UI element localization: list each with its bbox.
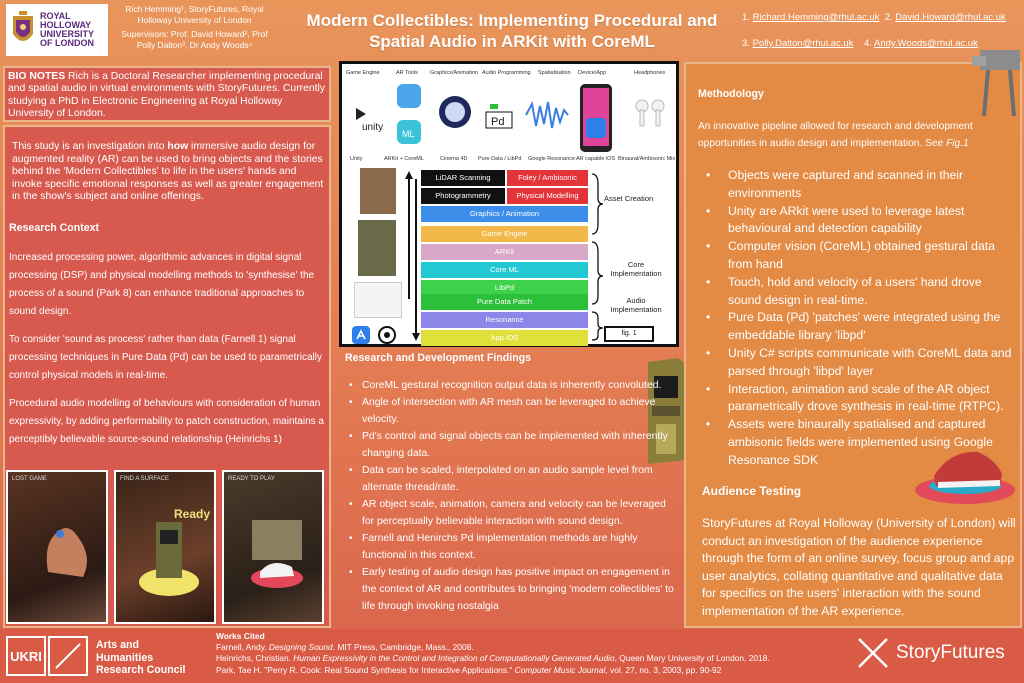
list-item: • Angle of intersection with AR mesh can be leveraged to achieve velocity. [349, 394, 679, 428]
group-brackets [590, 172, 604, 342]
methodology-intro: An innovative pipeline allowed for research and development opportunities in audio design and implementation. See Fig.1 [698, 121, 973, 149]
group-label: Audio Implementation [610, 296, 662, 314]
cinema4d-icon [438, 90, 472, 134]
citation: Park, Tae H. "Perry R. Cook: Real Sound Synthesis for Interactive Applications." Computer Music Journal, vol. 27, no. 3, 2003, pp. 90-92 [216, 664, 722, 675]
ar-screenshot-3: READY TO PLAY [222, 470, 324, 624]
list-item: • Assets were binaurally spatialised and captured ambisonic fields were implemented using Google Resonance SDK [706, 416, 1016, 469]
sneaker-icon [910, 430, 1020, 510]
list-item: • CoreML gestural recognition output data is inherently convoluted. [349, 377, 679, 394]
ukri-logo: UKRI [6, 636, 46, 676]
findings-heading: Research and Development Findings [345, 352, 532, 364]
poster-title: Modern Collectibles: Implementing Procedural and Spatial Audio in ARKit with CoreML [306, 11, 718, 51]
ar-screenshot-1: LOST GAME [6, 470, 108, 624]
pipeline-diagram: Game Engine AR Tools Graphics/Animation Audio Programming Spatialisation Device/App Headphones unity ML Pd Unity ARKit + CoreML Cinema 4D Pure Data / LibPd Google Resonance AR capable iOS Binaural/Ambisonic Mix LiDAR Scanning Foley / Ambisonic Photogrammetry Physical Modelling Graphics / Animation Game Engine ARKit Core ML LibPd Pure Data Patch Resonance App iOS Asset Creation Core Implementation Audio Implementation fig. 1 [339, 61, 679, 347]
email-link-3[interactable]: Polly.Dalton@rhul.ac.uk [752, 38, 854, 49]
arcade-thumbnail [358, 220, 396, 276]
app-store-icon [352, 326, 374, 344]
list-item: • Unity C# scripts communicate with CoreML data and parsed through 'libpd' layer [706, 345, 1016, 381]
layer-bar: Core ML [421, 262, 588, 278]
group-label: Asset Creation [604, 194, 654, 203]
list-item: • Touch, hold and velocity of a users' hand drove sound design in real-time. [706, 274, 1016, 310]
findings-list [349, 377, 679, 615]
list-item: • Pure Data (Pd) 'patches' were integrated using the embeddable library 'libpd' [706, 309, 1016, 345]
tool-label: Spatialisation [538, 70, 571, 76]
list-item: • Objects were captured and scanned in their environments [706, 167, 1016, 203]
arkit-coreml-icon [396, 82, 422, 150]
layer-bar: Pure Data Patch [421, 294, 588, 310]
tool-label: Headphones [634, 70, 666, 76]
layer-bar: Game Engine [421, 226, 588, 242]
supervisors-line: Supervisors: Prof. David Howard², Prof Polly Dalton³, Dr Andy Woods⁴ [121, 29, 268, 50]
storyfutures-logo: StoryFutures [896, 642, 1005, 663]
group-label: Core Implementation [610, 260, 662, 278]
layer-bar: App iOS [421, 330, 588, 346]
layer-bar: LibPd [421, 280, 588, 296]
bio-notes [3, 66, 331, 122]
list-item: • AR object scale, animation, camera and velocity can be leveraged for perceptually believable interaction with sound design. [349, 496, 679, 530]
works-heading: Works Cited [216, 631, 265, 641]
methodology-heading: Methodology [698, 88, 764, 100]
scan-thumbnail [360, 168, 396, 214]
sneaker-icon [242, 512, 312, 602]
methodology-list [706, 167, 1016, 470]
patch-thumbnail [354, 282, 402, 318]
iphone-icon [578, 82, 614, 154]
research-paragraph: Procedural audio modelling of behaviours with consideration of human expressivity, by adding performability to patch construction, maintains a perceptibly believable source-sound relationship (Heinrichs 1) [9, 397, 324, 445]
list-item: • Unity are ARkit were used to leverage latest behavioural and detection capability [706, 203, 1016, 239]
email-list: 1. Richard.Hemming@rhul.ac.uk 2. David.Howard@rhul.ac.uk 3. Polly.Dalton@rhul.ac.uk 4. Andy.Woods@rhul.ac.uk [742, 12, 1006, 49]
email-link-4[interactable]: Andy.Woods@rhul.ac.uk [874, 38, 978, 49]
ukri-mark-icon [48, 636, 88, 676]
research-paragraph: Increased processing power, algorithmic advances in digital signal processing (DSP) and physical modelling methods to 'synthesise' the process of a sound (Park 8) can enhance traditional approaches to sound design. [9, 251, 315, 317]
tool-label: Game Engine [346, 70, 380, 76]
works-cited [216, 631, 836, 676]
layer-bar: Resonance [421, 312, 588, 328]
waveform-icon [524, 100, 570, 130]
list-item: • Early testing of audio design has positive impact on engagement in the context of AR and contributes to bringing 'modern collectibles' to life through invoking nostalgia [349, 564, 679, 615]
ar-screenshot-2: FIND A SURFACE Ready [114, 470, 216, 624]
university-name: ROYAL HOLLOWAY UNIVERSITY OF LONDON [40, 11, 95, 48]
authors [112, 4, 277, 51]
author-line: Rich Hemming¹, StoryFutures, Royal Holloway University of London [125, 4, 264, 25]
arcade-cabinet-icon [134, 502, 211, 602]
royal-holloway-logo [6, 4, 108, 56]
layer-bar: ARKit [421, 244, 588, 260]
storyfutures-x-icon [856, 636, 890, 670]
email-link-2[interactable]: David.Howard@rhul.ac.uk [895, 12, 1006, 23]
tool-label: Audio Programming [482, 70, 531, 76]
pure-data-icon [484, 102, 514, 136]
layer-bar: Physical Modelling [507, 188, 588, 204]
list-item: • Farnell and Henirchs Pd implementation methods are highly functional in this context. [349, 530, 679, 564]
airpods-icon [630, 94, 670, 134]
layer-bar: Photogrammetry [421, 188, 505, 204]
tool-label: AR Tools [396, 70, 418, 76]
layer-bar: Graphics / Animation [421, 206, 588, 222]
research-context-heading: Research Context [9, 221, 100, 234]
funder-name: Arts and Humanities Research Council [96, 639, 186, 677]
intro-paragraph: This study is an investigation into how immersive audio design for augmented reality (AR) can be used to bring objects and the stories behind the 'Modern Collectibles' to life in the users' hands and invoke specific emotional responses as well as greater engagement in the show's subject and online offerings. [12, 141, 324, 203]
flow-arrows [404, 169, 422, 349]
right-panel [684, 62, 1022, 628]
robot-walker-icon [970, 44, 1024, 120]
citation: Farnell, Andy. Designing Sound. MIT Press, Cambridge, Mass., 2008. [216, 642, 474, 653]
tool-label: Graphics/Animation [430, 70, 478, 76]
list-item: • Data can be scaled, interpolated on an audio sample level from alternate thread/rate. [349, 462, 679, 496]
bio-text: Rich is a Doctoral Researcher implementing procedural and spatial audio in virtual environments with StoryFutures. Currently studying a PhD in Electronic Engineering at Royal Holloway University of London. [8, 71, 326, 120]
unity-icon [348, 104, 384, 134]
svg-text:Ready: Ready [174, 507, 211, 521]
audience-testing-heading: Audience Testing [702, 484, 802, 498]
crest-icon [10, 10, 36, 50]
list-item: • Interaction, animation and scale of the AR object parametrically drove synthesis in real-time (RTPC). [706, 381, 1016, 417]
hand-icon [38, 512, 98, 582]
layer-bar: Foley / Ambisonic [507, 170, 588, 186]
figure-label: fig. 1 [604, 326, 654, 342]
list-item: • Pd's control and signal objects can be implemented with inherently changing data. [349, 428, 679, 462]
list-item: • Computer vision (CoreML) obtained gestural data from hand [706, 238, 1016, 274]
tool-label: Device/App [578, 70, 607, 76]
layer-bar: LiDAR Scanning [421, 170, 505, 186]
resonance-logo-icon [378, 326, 396, 344]
findings-section [339, 347, 679, 628]
audience-testing-text: StoryFutures at Royal Holloway (University of London) will conduct an investigation of the audience experience through the form of an online survey, focus group and app user analytics, collating quantitative and qualitative data for specifics on the users' interaction with the sound implementation of the AR experience. [702, 516, 1016, 618]
bio-label: BIO NOTES [8, 71, 66, 82]
research-paragraph: To consider 'sound as process' rather than data (Farnell 1) signal processing techniques in Pure Data (Pd) can be used to parametrically control physical models in real-time. [9, 333, 322, 381]
svg-text:unity: unity [362, 122, 384, 133]
email-link-1[interactable]: Richard.Hemming@rhul.ac.uk [752, 12, 880, 23]
svg-text:Pd: Pd [491, 116, 505, 128]
citation: Heinrichs, Christian. Human Expressivity in the Control and Integration of Computationally Generated Audio, Queen Mary University of London, 2018. [216, 653, 770, 664]
svg-text:ML: ML [402, 129, 415, 139]
